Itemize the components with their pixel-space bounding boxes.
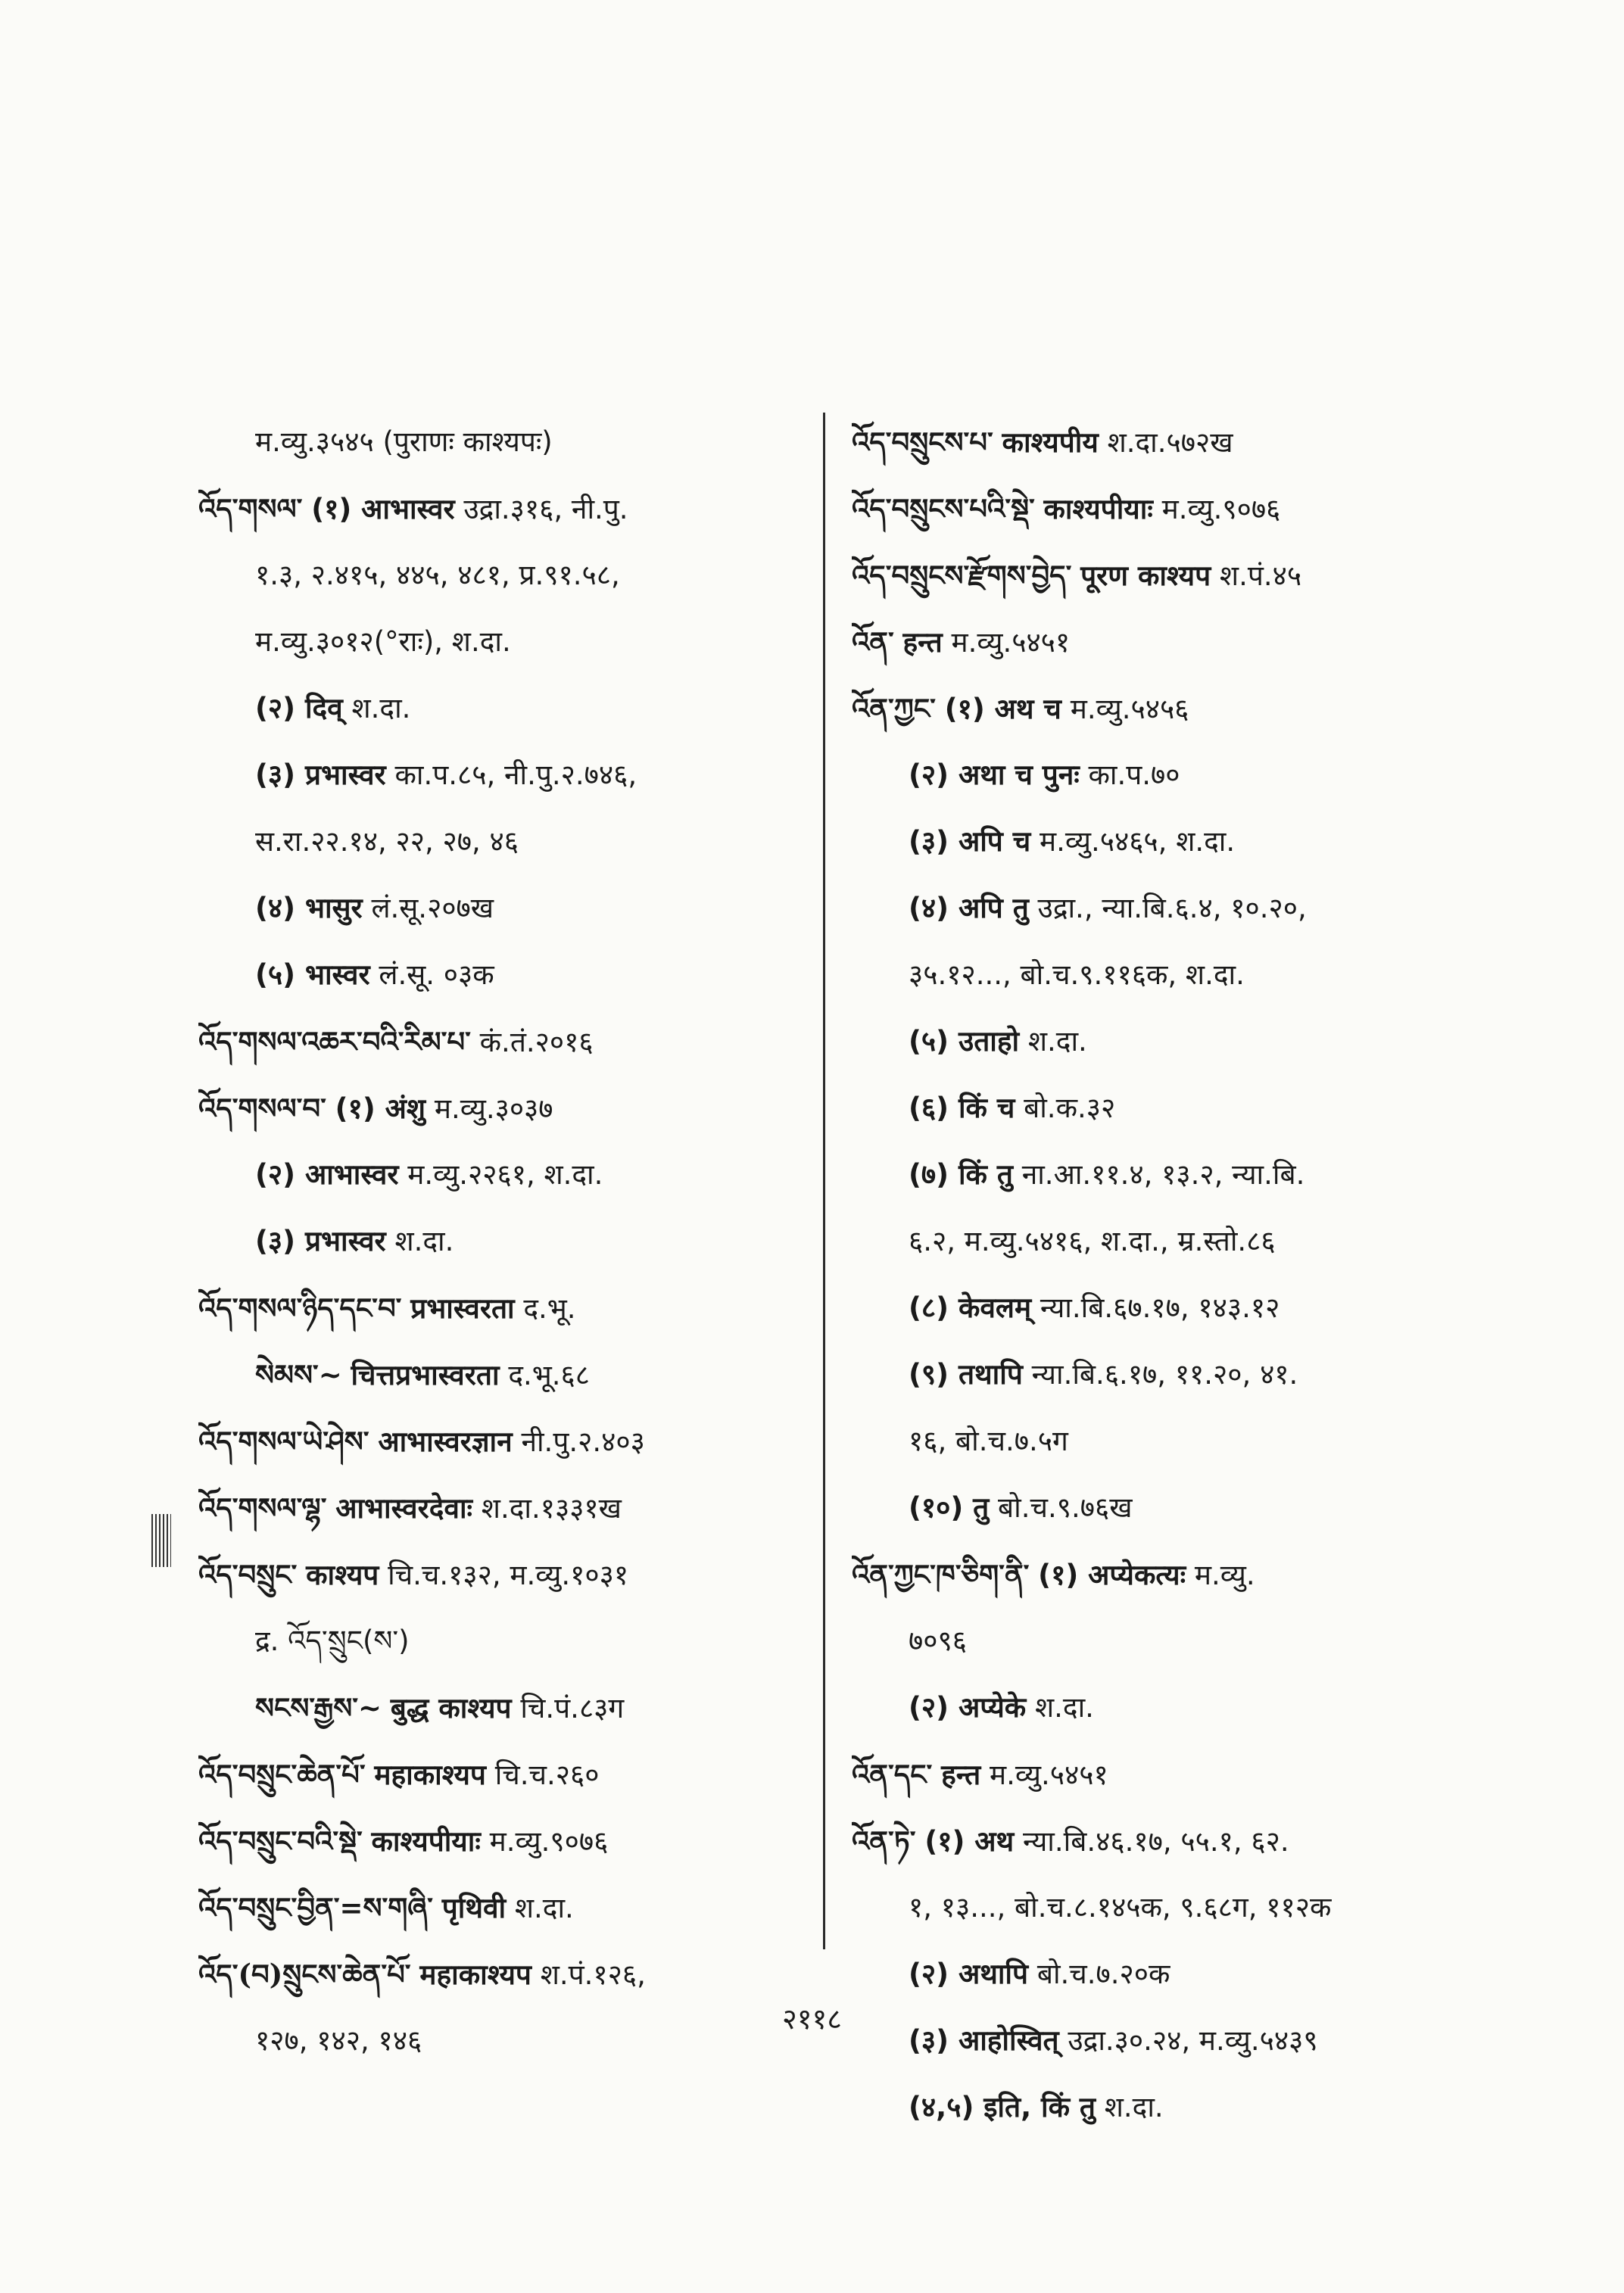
source-reference: न्या.बि.४६.१७, ५५.१, ६२.	[1022, 1825, 1289, 1858]
sanskrit-equivalent: पृथिवी	[441, 1892, 507, 1924]
sanskrit-equivalent: (६) किं च	[909, 1092, 1015, 1124]
sanskrit-equivalent: (१) अंशु	[335, 1092, 426, 1125]
tibetan-term: འོད་བསྲུང་བའི་སྡེ་	[198, 1824, 363, 1858]
entry-continuation-line	[198, 942, 865, 1008]
entry-continuation-line	[852, 1675, 1518, 1741]
sanskrit-equivalent: (९) तथापि	[909, 1358, 1023, 1391]
margin-mark	[151, 1514, 171, 1567]
sanskrit-equivalent: आभास्वरदेवाः	[335, 1492, 473, 1525]
sanskrit-equivalent: चित्तप्रभास्वरता	[351, 1359, 500, 1391]
entry-continuation-line	[852, 1275, 1518, 1341]
entry-headword-line	[198, 1475, 865, 1541]
source-reference: ६.२, म.व्यु.५४१६, श.दा., म्र.स्तो.८६	[909, 1225, 1276, 1257]
sanskrit-equivalent: (३) अपि च	[909, 825, 1031, 858]
entry-continuation-line	[852, 1075, 1518, 1142]
source-reference: ७०९६	[909, 1625, 967, 1657]
entry-continuation-line	[852, 1608, 1518, 1675]
tibetan-term: སངས་རྒྱས་~	[255, 1691, 382, 1724]
sanskrit-equivalent: (३) प्रभास्वर	[255, 759, 386, 791]
entry-continuation-line	[198, 875, 865, 942]
source-reference: म.व्यु.३०१२(°राः), श.दा.	[255, 625, 511, 658]
source-reference: द.भू.६८	[508, 1359, 590, 1391]
source-reference: म.व्यु.३५४५ (पुराणः काश्यपः)	[255, 425, 553, 458]
source-reference: श.दा.	[1027, 1025, 1087, 1058]
entry-continuation-line	[198, 542, 865, 609]
source-reference: बो.च.९.७६ख	[998, 1491, 1133, 1524]
sanskrit-equivalent: (१) अप्येकत्यः	[1038, 1559, 1186, 1591]
source-reference: म.व्यु.२२६१, श.दा.	[407, 1158, 603, 1191]
source-reference: नी.पु.२.४०३	[521, 1425, 645, 1458]
source-reference: लं.सू. ०३क	[379, 958, 494, 991]
sanskrit-equivalent: महाकाश्यप	[419, 1958, 531, 1991]
entry-continuation-line	[852, 1874, 1518, 1941]
sanskrit-equivalent: (१) अथ	[924, 1825, 1015, 1858]
source-reference: १६, बो.च.७.५ग	[909, 1425, 1068, 1457]
sanskrit-equivalent: (४) अपि तु	[909, 892, 1029, 924]
sanskrit-equivalent: महाकाश्यप	[374, 1759, 486, 1791]
source-reference: श.दा.	[1035, 1691, 1094, 1724]
tibetan-term: འོད་བསྲུངས་པའི་སྡེ་	[852, 492, 1035, 525]
tibetan-term: འོད་བསྲུང་	[198, 1558, 298, 1591]
tibetan-term: འོད་གསལ་བ་	[198, 1092, 326, 1125]
source-reference: चि.च.१३२, म.व्यु.१०३१	[388, 1559, 629, 1591]
entry-continuation-line	[198, 808, 865, 875]
entry-headword-line	[852, 475, 1518, 542]
source-reference: उद्रा.३१६, नी.पु.	[463, 493, 628, 525]
entry-headword-line	[852, 1541, 1518, 1608]
entry-headword-line	[198, 1275, 865, 1341]
tibetan-term: འོན་ཀྱང་ཁ་ཅིག་ནི་	[852, 1558, 1030, 1591]
sanskrit-equivalent: हन्त	[902, 626, 943, 659]
entry-headword-line	[198, 1075, 865, 1142]
source-reference: म.व्यु.५४६५, श.दा.	[1039, 825, 1236, 858]
entry-continuation-line	[852, 942, 1518, 1008]
source-reference: म.व्यु.५४५१	[989, 1759, 1108, 1791]
page-number: २११८	[781, 2002, 843, 2036]
sanskrit-equivalent: (१) अथ च	[944, 693, 1061, 725]
sanskrit-equivalent: (४,५) इति, किं तु	[909, 2091, 1096, 2123]
entry-continuation-line	[852, 1341, 1518, 1408]
sanskrit-equivalent: बुद्ध काश्यप	[390, 1692, 512, 1724]
source-reference: उद्रा., न्या.बि.६.४, १०.२०,	[1037, 892, 1307, 924]
source-reference: द.भू.	[523, 1292, 576, 1325]
sanskrit-equivalent: (४) भासुर	[255, 892, 363, 924]
entry-continuation-line	[198, 1341, 865, 1408]
source-reference: न्या.बि.६७.१७, १४३.१२	[1040, 1291, 1280, 1324]
entry-continuation-line	[198, 1675, 865, 1741]
sanskrit-equivalent: काश्यपीय	[1002, 426, 1099, 459]
column-divider	[823, 413, 825, 1949]
source-reference: का.प.७०	[1088, 759, 1180, 791]
source-reference: उद्रा.३०.२४, म.व्यु.५४३९	[1068, 2024, 1318, 2057]
entry-headword-line	[852, 609, 1518, 675]
source-reference: स.रा.२२.१४, २२, २७, ४६	[255, 825, 519, 858]
entry-continuation-line	[198, 409, 865, 475]
source-reference: न्या.बि.६.१७, ११.२०, ४१.	[1031, 1358, 1298, 1391]
entry-continuation-line	[852, 2074, 1518, 2141]
sanskrit-equivalent: प्रभास्वरता	[410, 1292, 515, 1325]
source-reference: श.दा.	[1104, 2091, 1164, 2123]
entry-continuation-line	[852, 1008, 1518, 1075]
entry-headword-line	[852, 1808, 1518, 1874]
source-reference: बो.क.३२	[1024, 1092, 1116, 1124]
source-reference: म.व्यु.३०३७	[434, 1092, 553, 1125]
sanskrit-equivalent: (५) उताहो	[909, 1025, 1020, 1058]
sanskrit-equivalent: आभास्वरज्ञान	[378, 1425, 513, 1458]
source-reference: म.व्यु.५४५६	[1070, 693, 1189, 725]
tibetan-term: འོན་ཏེ་	[852, 1824, 916, 1858]
tibetan-term: འོད་(བ)སྲུངས་ཆེན་པོ་	[198, 1958, 411, 1991]
left-column	[198, 409, 865, 2074]
entry-headword-line	[852, 1741, 1518, 1808]
entry-headword-line	[198, 475, 865, 542]
source-reference: १, १३..., बो.च.८.१४५क, ९.६८ग, ११२क	[909, 1891, 1332, 1924]
tibetan-term: འོད་གསལ་ཡེ་ཤེས་	[198, 1425, 369, 1458]
entry-headword-line	[198, 1808, 865, 1874]
entry-headword-line	[198, 1541, 865, 1608]
entry-headword-line	[852, 675, 1518, 742]
source-reference: म.व्यु.९०७६	[489, 1825, 609, 1858]
sanskrit-equivalent: (१) आभास्वर	[311, 493, 455, 525]
tibetan-term: འོན་	[852, 625, 894, 659]
tibetan-term: འོན་དང་	[852, 1758, 933, 1791]
sanskrit-equivalent: (३) प्रभास्वर	[255, 1225, 386, 1257]
sanskrit-equivalent: काश्यपीयाः	[1043, 493, 1153, 525]
entry-continuation-line	[852, 1941, 1518, 2008]
sanskrit-equivalent: (२) अप्येके	[909, 1691, 1027, 1724]
source-reference: श.दा.	[351, 692, 411, 724]
sanskrit-equivalent: (२) दिव्	[255, 692, 343, 724]
entry-continuation-line	[198, 675, 865, 742]
entry-headword-line	[852, 409, 1518, 475]
tibetan-term: འོད་བསྲུངས་རྫོགས་བྱེད་	[852, 559, 1072, 592]
source-reference: द्र. འོད་སྲུང(ས་)	[255, 1625, 410, 1657]
source-reference: लं.सू.२०७ख	[371, 892, 494, 924]
source-reference: कं.तं.२०१६	[479, 1026, 594, 1058]
sanskrit-equivalent: (८) केवलम्	[909, 1291, 1032, 1324]
entry-continuation-line	[198, 609, 865, 675]
tibetan-term: འོད་གསལ་ལྷ་	[198, 1491, 327, 1525]
source-reference: चि.पं.८३ग	[520, 1692, 625, 1724]
entry-headword-line	[198, 1008, 865, 1075]
entry-continuation-line	[852, 1475, 1518, 1541]
tibetan-term: འོན་ཀྱང་	[852, 692, 936, 725]
entry-continuation-line	[198, 742, 865, 808]
sanskrit-equivalent: (३) आहोस्वित्	[909, 2024, 1059, 2057]
source-reference: श.दा.५७२ख	[1107, 426, 1233, 459]
tibetan-term: འོད་བསྲུངས་པ་	[852, 425, 993, 459]
source-reference: बो.च.७.२०क	[1036, 1958, 1170, 1990]
right-column	[852, 409, 1518, 2141]
source-reference: म.व्यु.९०७६	[1161, 493, 1281, 525]
sanskrit-equivalent: (२) अथा च पुनः	[909, 759, 1080, 791]
source-reference: ना.आ.११.४, १३.२, न्या.बि.	[1021, 1158, 1305, 1191]
entry-headword-line	[852, 542, 1518, 609]
entry-headword-line	[198, 1874, 865, 1941]
entry-headword-line	[198, 1741, 865, 1808]
tibetan-term: འོད་གསལ་ཉིད་དང་བ་	[198, 1291, 402, 1325]
tibetan-term: འོད་བསྲུང་བྱིན་=ས་གཞི་	[198, 1891, 433, 1924]
entry-continuation-line	[852, 1408, 1518, 1475]
sanskrit-equivalent: पूरण काश्यप	[1080, 559, 1211, 592]
entry-continuation-line	[852, 742, 1518, 808]
entry-headword-line	[198, 1408, 865, 1475]
source-reference: श.पं.१२६,	[540, 1958, 646, 1991]
source-reference: १२७, १४२, १४६	[255, 2024, 422, 2057]
tibetan-term: འོད་གསལ་	[198, 492, 303, 525]
sanskrit-equivalent: (२) आभास्वर	[255, 1158, 399, 1191]
tibetan-term: སེམས་~	[255, 1358, 342, 1391]
entry-continuation-line	[198, 1208, 865, 1275]
source-reference: म.व्यु.	[1194, 1559, 1255, 1591]
source-reference: श.दा.	[394, 1225, 454, 1257]
entry-continuation-line	[198, 1608, 865, 1675]
source-reference: श.पं.४५	[1219, 559, 1302, 592]
source-reference: का.प.८५, नी.पु.२.७४६,	[394, 759, 637, 791]
entry-continuation-line	[198, 1142, 865, 1208]
sanskrit-equivalent: (५) भास्वर	[255, 958, 370, 991]
source-reference: ३५.१२..., बो.च.९.११६क, श.दा.	[909, 958, 1245, 991]
entry-continuation-line	[852, 1142, 1518, 1208]
tibetan-term: འོད་བསྲུང་ཆེན་པོ་	[198, 1758, 366, 1791]
source-reference: १.३, २.४१५, ४४५, ४८१, प्र.९१.५८,	[255, 559, 620, 591]
sanskrit-equivalent: (२) अथापि	[909, 1958, 1029, 1990]
sanskrit-equivalent: काश्यपीयाः	[371, 1825, 481, 1858]
entry-continuation-line	[852, 1208, 1518, 1275]
source-reference: श.दा.१३३१ख	[481, 1492, 622, 1525]
sanskrit-equivalent: काश्यप	[306, 1559, 379, 1591]
sanskrit-equivalent: (७) किं तु	[909, 1158, 1013, 1191]
source-reference: म.व्यु.५४५१	[951, 626, 1071, 659]
entry-headword-line	[198, 1941, 865, 2008]
entry-continuation-line	[852, 875, 1518, 942]
sanskrit-equivalent: (१०) तु	[909, 1491, 990, 1524]
tibetan-term: འོད་གསལ་འཆར་བའི་རིམ་པ་	[198, 1025, 471, 1058]
source-reference: श.दा.	[514, 1892, 574, 1924]
source-reference: चि.च.२६०	[494, 1759, 600, 1791]
entry-continuation-line	[852, 808, 1518, 875]
sanskrit-equivalent: हन्त	[941, 1759, 981, 1791]
